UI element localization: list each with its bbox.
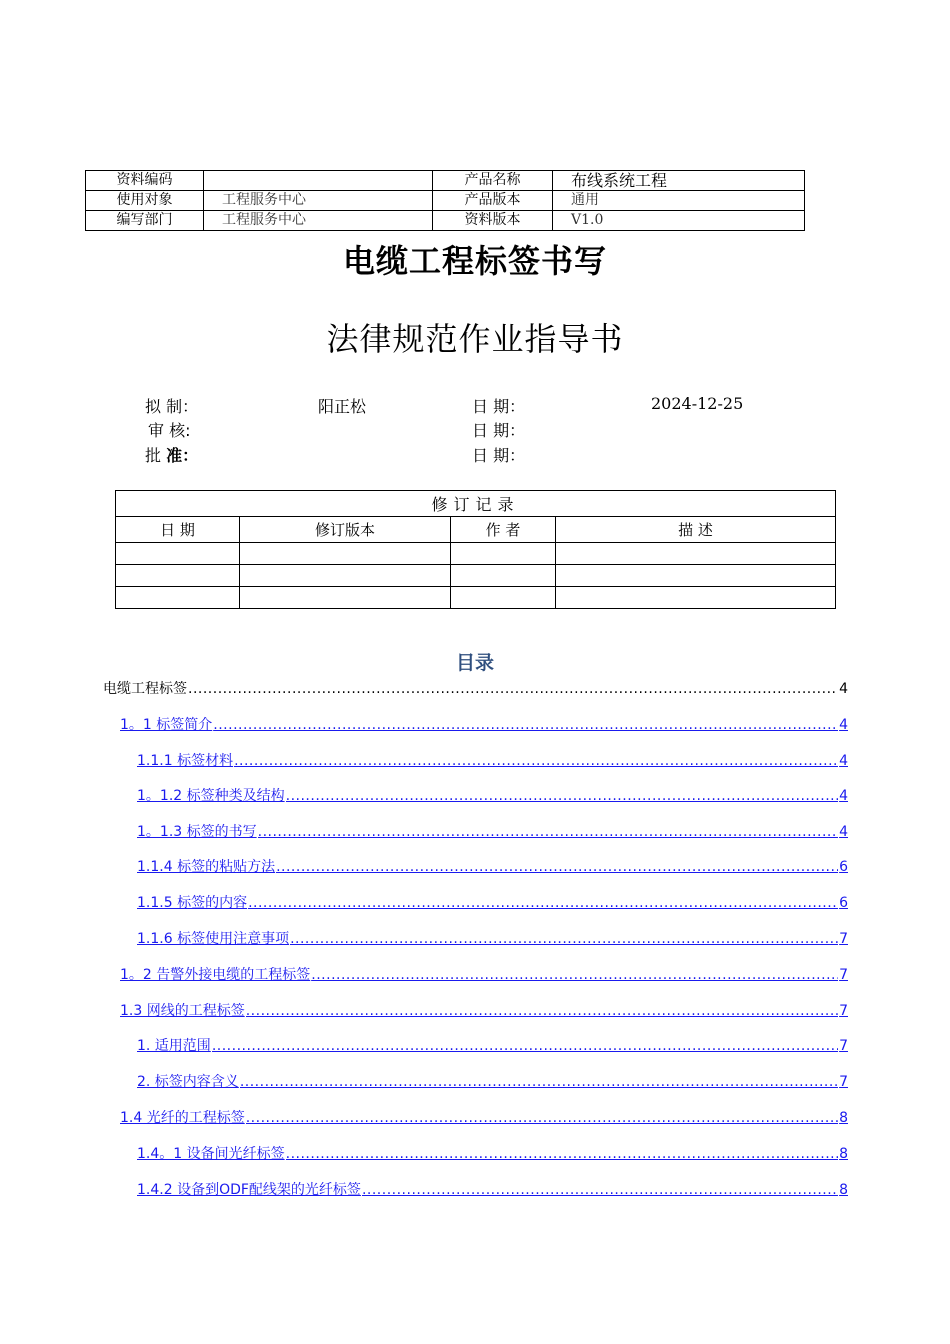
toc-entry-cable-labels (103, 679, 848, 699)
toc-leader (188, 679, 838, 699)
revision-cell (556, 565, 836, 587)
toc-leader (258, 822, 838, 842)
toc-leader (286, 1144, 838, 1164)
approve-label-part1: 批 (145, 446, 167, 465)
draft-label: 拟 制： (145, 397, 199, 416)
toc-leader (246, 1001, 838, 1021)
toc-leader (276, 857, 838, 877)
toc-link-1-3[interactable] (120, 1001, 848, 1021)
revision-caption: 修订记录 (116, 491, 836, 517)
document-info-table (85, 170, 805, 231)
toc-entry-page: 7 (839, 1003, 848, 1019)
toc-link-1-2[interactable] (120, 965, 848, 985)
toc-leader (212, 1036, 838, 1056)
toc-entry-page: 4 (839, 788, 848, 804)
document-title-line1: 电缆工程标签书写 (342, 242, 607, 280)
toc-link-1-1-5[interactable] (137, 893, 848, 913)
document-title-line2: 法律规范作业指导书 (326, 320, 624, 358)
toc-link-label-meaning[interactable] (137, 1072, 848, 1092)
info-row-department (86, 211, 805, 231)
toc-entry-page: 4 (839, 717, 848, 733)
toc-leader (246, 1108, 838, 1128)
info-label-doc-version: 资料版本 (433, 211, 553, 231)
toc-link-scope[interactable] (137, 1036, 848, 1056)
toc-link-1-1-6[interactable] (137, 929, 848, 949)
toc-entry-text: 1.1.4 标签的粘贴方法 (137, 859, 276, 875)
approve-label-part2: 准： (166, 446, 199, 465)
toc-entry-text: 电缆工程标签 (103, 681, 187, 697)
toc-entry-text: 1. 适用范围 (137, 1038, 211, 1054)
toc-leader (290, 929, 838, 949)
toc-leader (311, 965, 838, 985)
revision-header-author: 作 者 (451, 517, 556, 543)
review-date-label: 日 期： (472, 421, 526, 440)
revision-header-description: 描 述 (556, 517, 836, 543)
revision-caption-row (116, 491, 836, 517)
info-label-product-version: 产品版本 (433, 191, 553, 211)
revision-header-row (116, 517, 836, 543)
toc-entry-text: 1.4 光纤的工程标签 (120, 1110, 245, 1126)
info-label-code: 资料编码 (86, 171, 204, 191)
toc-entry-text: 1.1.6 标签使用注意事项 (137, 931, 290, 947)
info-value-department: 工程服务中心 (204, 211, 433, 231)
toc-entry-page: 7 (839, 1038, 848, 1054)
toc-entry-page: 4 (839, 824, 848, 840)
toc-entry-text: 1。2 告警外接电缆的工程标签 (120, 967, 311, 983)
revision-cell (116, 565, 240, 587)
toc-entry-text: 1.4.2 设备到ODF配线架的光纤标签 (137, 1182, 361, 1198)
revision-cell (451, 543, 556, 565)
toc-link-1-4[interactable] (120, 1108, 848, 1128)
toc-entry-page: 7 (839, 967, 848, 983)
toc-link-1-1-1[interactable] (137, 751, 848, 771)
toc-entry-page: 8 (839, 1110, 848, 1126)
toc-link-1-1-4[interactable] (137, 857, 848, 877)
toc-entry-text: 1.3 网线的工程标签 (120, 1003, 245, 1019)
revision-cell (556, 543, 836, 565)
toc-entry-text: 1。1.2 标签种类及结构 (137, 788, 285, 804)
toc-entry-page: 6 (839, 895, 848, 911)
revision-cell (451, 587, 556, 609)
toc-entry-text: 1。1.3 标签的书写 (137, 824, 257, 840)
toc-entry-text: 1.1.5 标签的内容 (137, 895, 248, 911)
toc-link-1-1-3[interactable] (137, 822, 848, 842)
revision-record-table (115, 490, 836, 609)
toc-entry-text: 1.1.1 标签材料 (137, 753, 234, 769)
info-value-audience: 工程服务中心 (204, 191, 433, 211)
approve-label (145, 443, 198, 466)
info-value-doc-version: V1.0 (553, 211, 805, 231)
revision-cell (116, 587, 240, 609)
revision-row (116, 565, 836, 587)
revision-cell (240, 565, 451, 587)
revision-header-date: 日 期 (116, 517, 240, 543)
draft-name: 阳正松 (318, 397, 367, 416)
revision-cell (556, 587, 836, 609)
toc-entry-page: 4 (839, 681, 848, 697)
toc-leader (286, 786, 838, 806)
review-label: 审 核: (148, 421, 191, 440)
info-label-audience: 使用对象 (86, 191, 204, 211)
toc-entry-text: 1.4。1 设备间光纤标签 (137, 1146, 285, 1162)
info-row-code (86, 171, 805, 191)
toc-link-1-1[interactable] (120, 715, 848, 735)
revision-row (116, 587, 836, 609)
revision-cell (451, 565, 556, 587)
toc-link-1-1-2[interactable] (137, 786, 848, 806)
revision-cell (240, 587, 451, 609)
info-value-code (204, 171, 433, 191)
toc-entry-page: 8 (839, 1182, 848, 1198)
toc-link-1-4-1[interactable] (137, 1144, 848, 1164)
info-label-product-name: 产品名称 (433, 171, 553, 191)
revision-row (116, 543, 836, 565)
info-row-audience (86, 191, 805, 211)
toc-leader (234, 751, 838, 771)
toc-entry-text: 2. 标签内容含义 (137, 1074, 239, 1090)
toc-entry-page: 7 (839, 1074, 848, 1090)
toc-entry-page: 4 (839, 753, 848, 769)
approve-date-label: 日 期： (472, 446, 526, 465)
revision-cell (116, 543, 240, 565)
toc-entry-page: 7 (839, 931, 848, 947)
info-value-product-version: 通用 (553, 191, 805, 211)
revision-cell (240, 543, 451, 565)
toc-leader (240, 1072, 838, 1092)
info-value-product-name: 布线系统工程 (553, 171, 805, 191)
toc-entry-text: 1。1 标签简介 (120, 717, 213, 733)
toc-link-1-4-2[interactable] (137, 1180, 848, 1200)
toc-leader (213, 715, 838, 735)
draft-date-label: 日 期： (472, 397, 526, 416)
draft-date: 2024-12-25 (651, 394, 744, 413)
toc-leader (248, 893, 838, 913)
info-label-department: 编写部门 (86, 211, 204, 231)
toc-entry-page: 6 (839, 859, 848, 875)
toc-leader (362, 1180, 838, 1200)
toc-title: 目录 (455, 652, 494, 674)
revision-header-version: 修订版本 (240, 517, 451, 543)
toc-entry-page: 8 (839, 1146, 848, 1162)
